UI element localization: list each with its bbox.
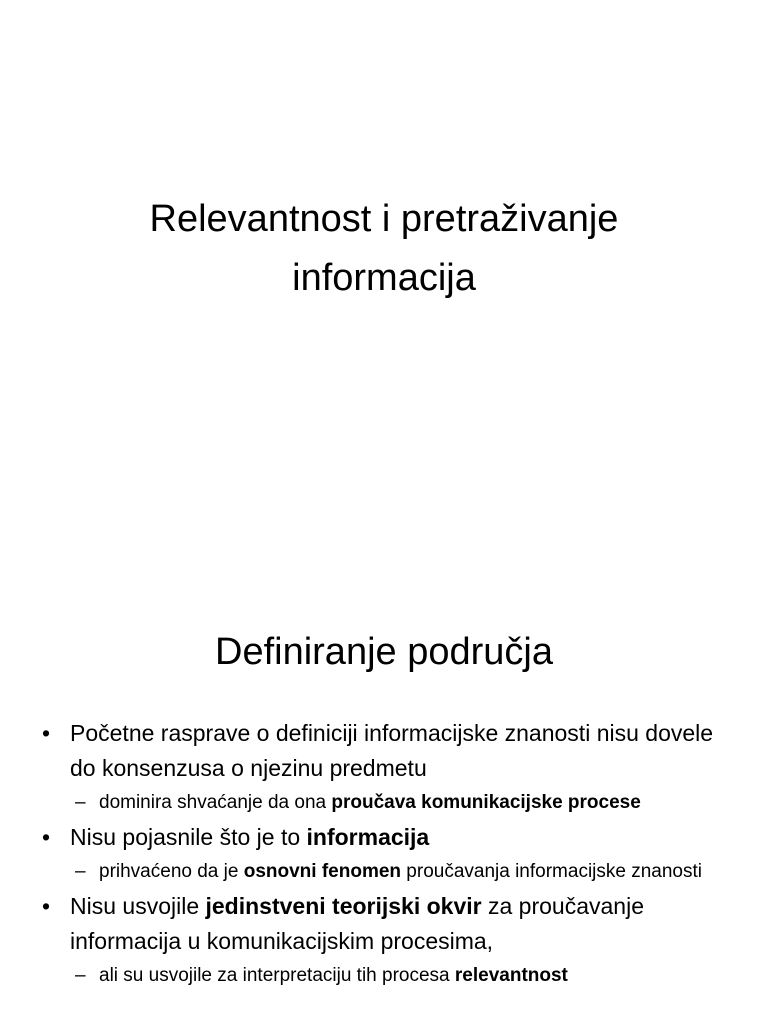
slide-heading: Definiranje područja — [215, 631, 553, 673]
bullet-text: Nisu usvojile — [70, 893, 206, 919]
sub-bullet-item — [42, 857, 742, 887]
bullet-icon: • — [42, 824, 51, 850]
sub-bullet-bold: osnovni fenomen — [243, 861, 402, 882]
bullet-item — [42, 820, 742, 855]
bullet-text-end: za proučavanje informacija u komunikacijskim procesima, — [70, 893, 644, 954]
bullet-icon: • — [42, 893, 51, 919]
sub-bullet-text: prihvaćeno da je — [99, 861, 244, 882]
dash-icon: – — [75, 861, 86, 882]
bullet-bold: jedinstveni teorijski okvir — [205, 893, 482, 919]
title-line-2: informacija — [292, 257, 476, 299]
bullet-item — [42, 889, 742, 959]
bullet-text: Početne rasprave o definiciji informacijske znanosti nisu dovele do konsenzusa o njezinu predmetu — [70, 720, 714, 781]
sub-bullet-item — [42, 961, 742, 991]
bullet-icon: • — [42, 720, 51, 746]
sub-bullet-text: dominira shvaćanje da ona — [99, 792, 332, 813]
dash-icon: – — [75, 965, 86, 986]
sub-bullet-text-end: proučavanja informacijske znanosti — [401, 861, 703, 882]
content-slide — [0, 576, 768, 1024]
sub-bullet-text: ali su usvojile za interpretaciju tih procesa — [99, 965, 455, 986]
bullet-list — [42, 716, 742, 993]
title-line-1: Relevantnost i pretraživanje — [149, 198, 619, 240]
bullet-text: Nisu pojasnile što je to — [70, 824, 307, 850]
bullet-item — [42, 716, 742, 786]
slide-title — [60, 190, 708, 308]
sub-bullet-bold: proučava komunikacijske procese — [331, 792, 641, 813]
dash-icon: – — [75, 792, 86, 813]
bullet-bold: informacija — [306, 824, 430, 850]
sub-bullet-item — [42, 788, 742, 818]
sub-bullet-bold: relevantnost — [454, 965, 568, 986]
